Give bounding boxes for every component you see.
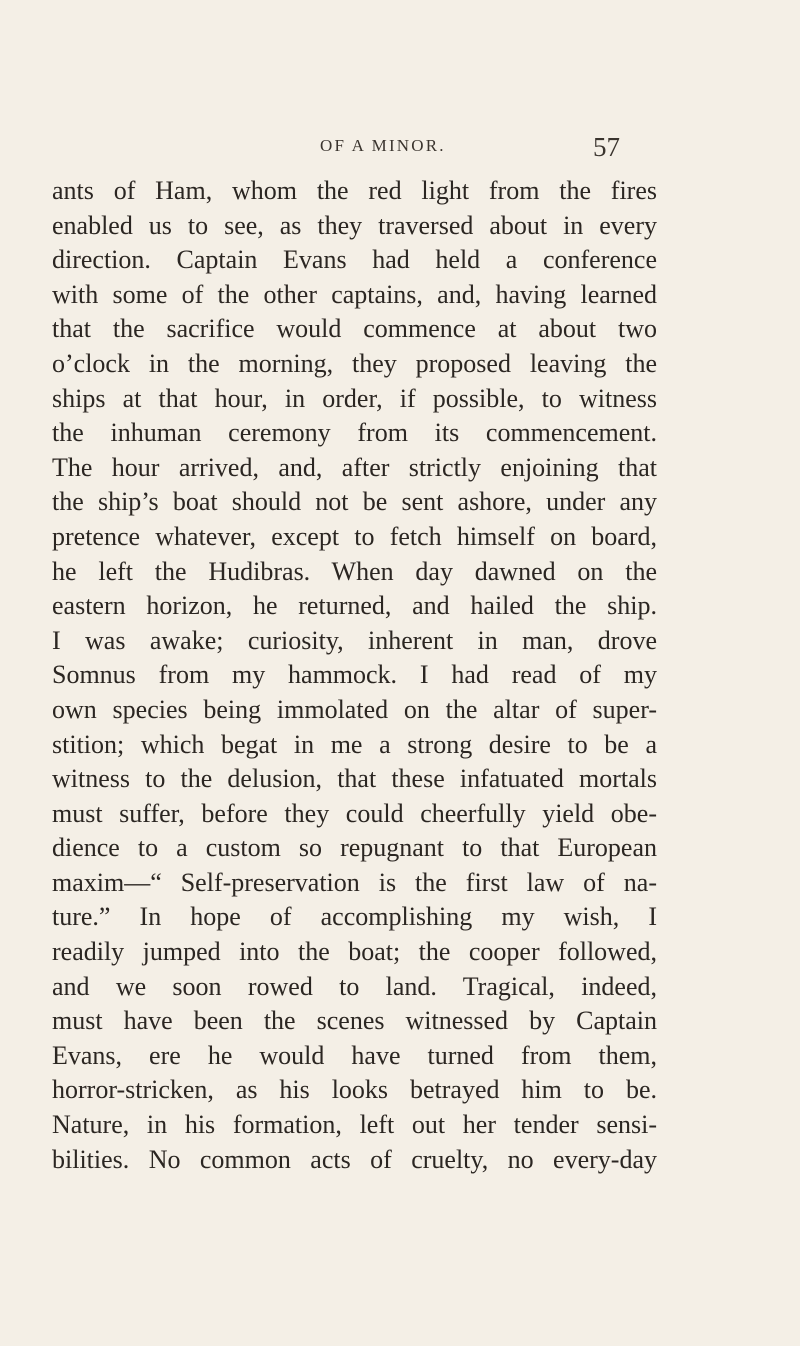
text-line: The hour arrived, and, after strictly enjoining that	[52, 452, 657, 482]
text-line: enabled us to see, as they traversed about in every	[52, 210, 657, 240]
text-line: Evans, ere he would have turned from them,	[52, 1040, 657, 1070]
text-line: bilities. No common acts of cruelty, no every-day	[52, 1144, 657, 1174]
text-line: witness to the delusion, that these infatuated mortals	[52, 764, 657, 794]
text-line: the ship’s boat should not be sent ashore, under any	[52, 487, 657, 517]
text-line: readily jumped into the boat; the cooper followed,	[52, 937, 657, 967]
text-line: o’clock in the morning, they proposed leaving the	[52, 348, 657, 378]
body-text	[52, 174, 657, 1177]
text-line: horror-stricken, as his looks betrayed him to be.	[52, 1075, 657, 1105]
text-line: ships at that hour, in order, if possible, to witness	[52, 383, 657, 413]
text-line: with some of the other captains, and, having learned	[52, 279, 657, 309]
text-line: Nature, in his formation, left out her tender sensi-	[52, 1110, 657, 1140]
text-line: own species being immolated on the altar of super-	[52, 694, 657, 724]
page-number: 57	[593, 132, 620, 162]
text-line: eastern horizon, he returned, and hailed the ship.	[52, 591, 657, 621]
text-line: ants of Ham, whom the red light from the fires	[52, 176, 657, 205]
text-line: that the sacrifice would commence at about two	[52, 314, 657, 344]
text-line: Somnus from my hammock. I had read of my	[52, 660, 657, 690]
text-line: I was awake; curiosity, inherent in man, drove	[52, 625, 657, 655]
text-line: stition; which begat in me a strong desire to be a	[52, 729, 657, 759]
text-line: he left the Hudibras. When day dawned on the	[52, 556, 657, 586]
text-line: maxim—“ Self-preservation is the first law of na-	[52, 867, 657, 897]
text-line: pretence whatever, except to fetch himself on board,	[52, 521, 657, 551]
text-line: and we soon rowed to land. Tragical, indeed,	[52, 971, 657, 1001]
text-line: must suffer, before they could cheerfully yield obe-	[52, 798, 657, 828]
running-head: OF A MINOR.	[320, 136, 446, 155]
text-line: must have been the scenes witnessed by Captain	[52, 1006, 657, 1036]
text-line: dience to a custom so repugnant to that European	[52, 833, 657, 863]
text-line: the inhuman ceremony from its commencement.	[52, 418, 657, 448]
text-line: direction. Captain Evans had held a conference	[52, 245, 657, 275]
page-header	[0, 132, 800, 168]
text-line: ture.” In hope of accomplishing my wish, I	[52, 902, 657, 932]
